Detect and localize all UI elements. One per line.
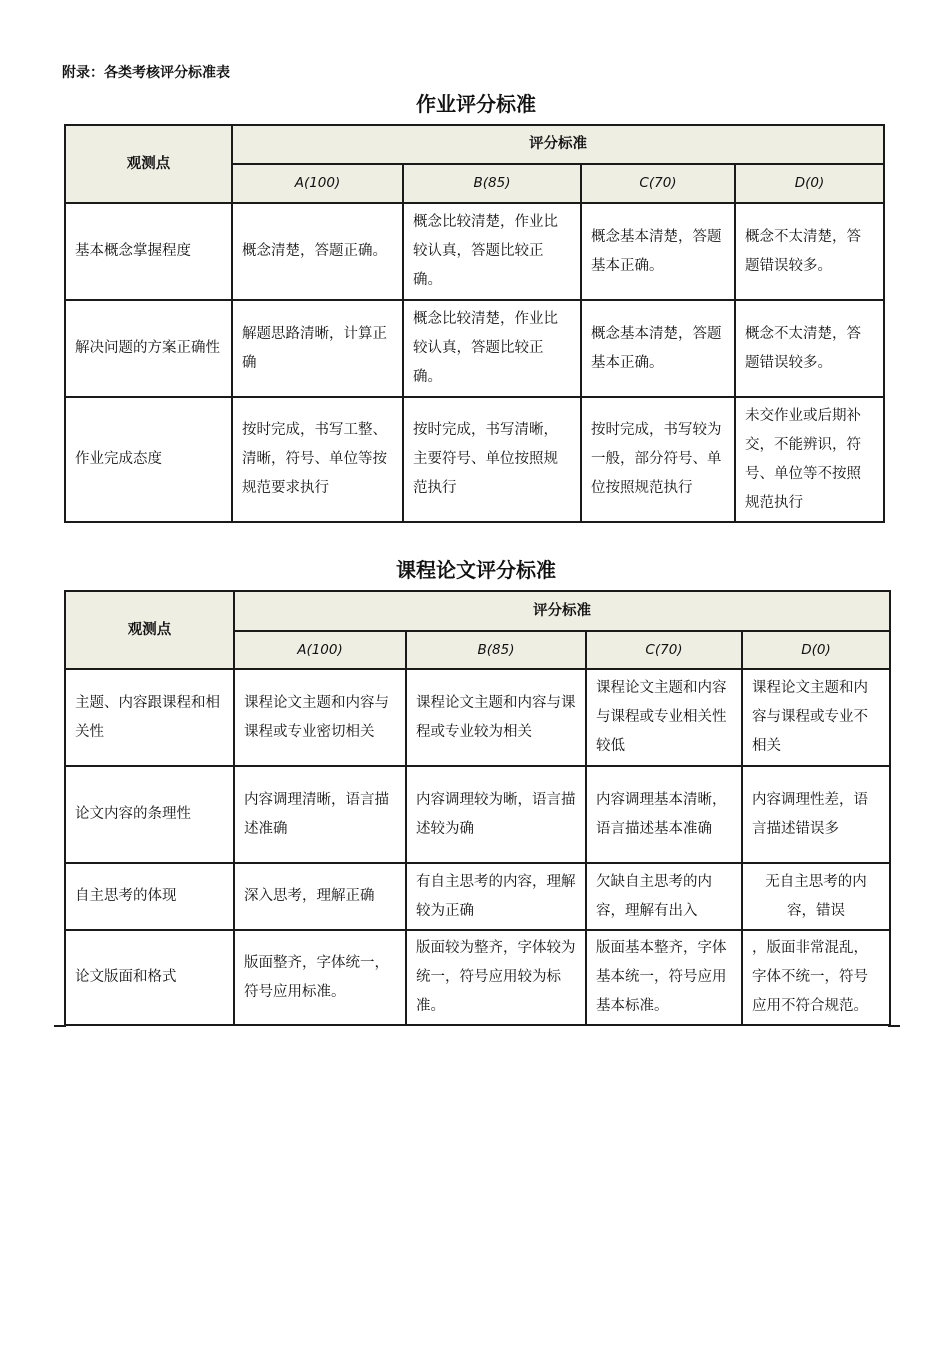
observation-point-cell: 解决问题的方案正确性 (65, 300, 232, 397)
grade-d-cell: ，版面非常混乱，字体不统一，符号应用不符合规范。 (742, 930, 890, 1025)
grade-a-header: A(100) (232, 164, 403, 203)
grade-a-cell: 课程论文主题和内容与课程或专业密切相关 (234, 669, 406, 766)
table-divider-left (54, 1025, 66, 1027)
grade-d-cell: 概念不太清楚，答题错误较多。 (735, 300, 884, 397)
grade-a-cell: 解题思路清晰，计算正确 (232, 300, 403, 397)
appendix-title: 附录：各类考核评分标准表 (62, 65, 230, 81)
paper-rubric-table (64, 590, 891, 1026)
grade-c-header: C(70) (581, 164, 735, 203)
grade-b-header: B(85) (403, 164, 581, 203)
table-row (65, 397, 884, 522)
grade-c-cell: 内容调理基本清晰，语言描述基本准确 (586, 766, 742, 863)
grade-b-cell: 按时完成，书写清晰，主要符号、单位按照规范执行 (403, 397, 581, 522)
observation-point-cell: 论文内容的条理性 (65, 766, 234, 863)
grade-a-cell: 概念清楚，答题正确。 (232, 203, 403, 300)
grade-b-cell: 有自主思考的内容，理解较为正确 (406, 863, 586, 930)
homework-rubric-table (64, 124, 885, 523)
observation-point-cell: 基本概念掌握程度 (65, 203, 232, 300)
header-observation-point: 观测点 (65, 125, 232, 203)
observation-point-cell: 自主思考的体现 (65, 863, 234, 930)
header-observation-point: 观测点 (65, 591, 234, 669)
grade-c-cell: 按时完成，书写较为一般，部分符号、单位按照规范执行 (581, 397, 735, 522)
grade-d-cell: 未交作业或后期补交，不能辨识，符号、单位等不按照规范执行 (735, 397, 884, 522)
homework-title: 作业评分标准 (416, 92, 536, 116)
observation-point-cell: 论文版面和格式 (65, 930, 234, 1025)
grade-d-cell: 课程论文主题和内容与课程或专业不相关 (742, 669, 890, 766)
grade-a-cell: 内容调理清晰，语言描述准确 (234, 766, 406, 863)
table-row (65, 863, 890, 930)
grade-b-cell: 概念比较清楚，作业比较认真，答题比较正确。 (403, 203, 581, 300)
table-divider-right (888, 1025, 900, 1027)
grade-c-cell: 版面基本整齐，字体基本统一，符号应用基本标准。 (586, 930, 742, 1025)
grade-c-header: C(70) (586, 631, 742, 669)
grade-b-cell: 版面较为整齐，字体较为统一，符号应用较为标准。 (406, 930, 586, 1025)
table-row (65, 766, 890, 863)
grade-b-cell: 概念比较清楚，作业比较认真，答题比较正确。 (403, 300, 581, 397)
grade-b-cell: 课程论文主题和内容与课程或专业较为相关 (406, 669, 586, 766)
grade-a-cell: 版面整齐，字体统一，符号应用标准。 (234, 930, 406, 1025)
table-row (65, 300, 884, 397)
grade-d-cell: 内容调理性差，语言描述错误多 (742, 766, 890, 863)
grade-c-cell: 欠缺自主思考的内容，理解有出入 (586, 863, 742, 930)
grade-c-cell: 概念基本清楚，答题基本正确。 (581, 300, 735, 397)
grade-d-cell: 概念不太清楚，答题错误较多。 (735, 203, 884, 300)
grade-d-header: D(0) (742, 631, 890, 669)
table-row (65, 930, 890, 1025)
observation-point-cell: 主题、内容跟课程和相关性 (65, 669, 234, 766)
grade-c-cell: 概念基本清楚，答题基本正确。 (581, 203, 735, 300)
header-criteria: 评分标准 (234, 591, 890, 631)
table-row (65, 203, 884, 300)
grade-b-header: B(85) (406, 631, 586, 669)
header-criteria: 评分标准 (232, 125, 884, 164)
paper-title: 课程论文评分标准 (396, 558, 556, 582)
grade-d-cell: 无自主思考的内容，错误 (742, 863, 890, 930)
table-row (65, 669, 890, 766)
grade-d-header: D(0) (735, 164, 884, 203)
grade-a-cell: 按时完成，书写工整、清晰，符号、单位等按规范要求执行 (232, 397, 403, 522)
grade-a-header: A(100) (234, 631, 406, 669)
grade-c-cell: 课程论文主题和内容与课程或专业相关性较低 (586, 669, 742, 766)
grade-a-cell: 深入思考，理解正确 (234, 863, 406, 930)
observation-point-cell: 作业完成态度 (65, 397, 232, 522)
grade-b-cell: 内容调理较为晰，语言描述较为确 (406, 766, 586, 863)
